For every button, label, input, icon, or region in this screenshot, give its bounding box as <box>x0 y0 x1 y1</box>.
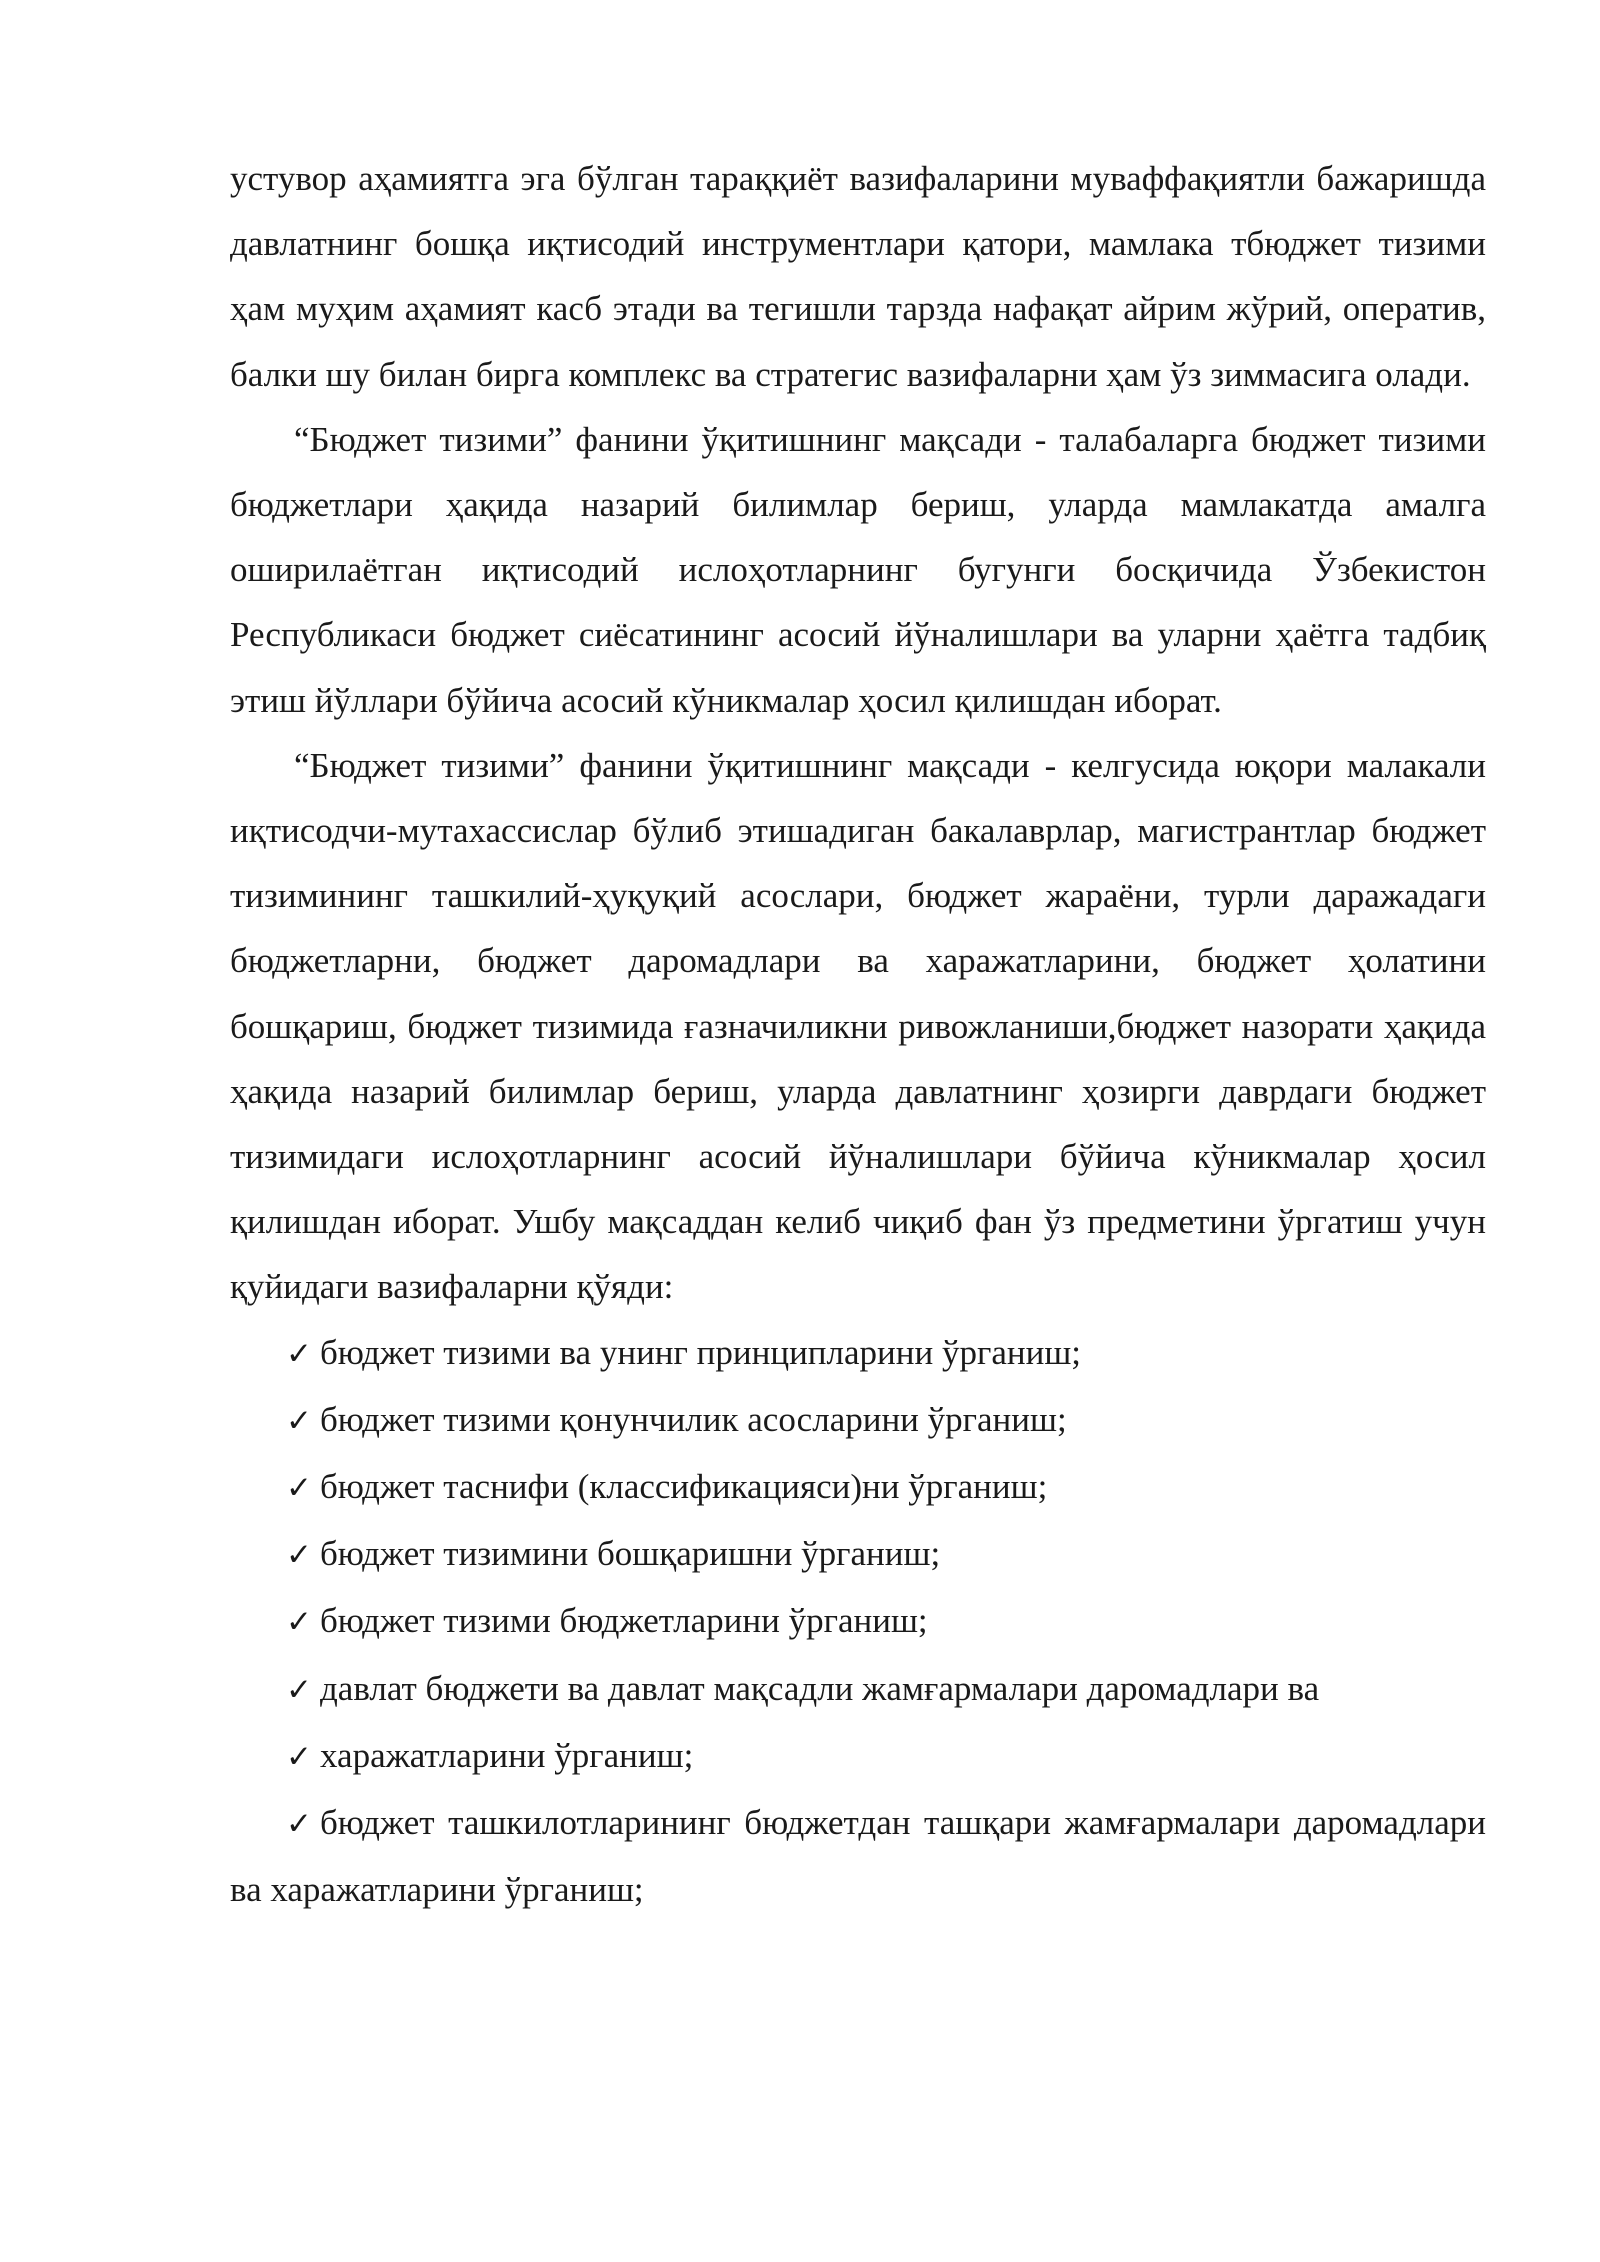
checkmark-icon: ✓ <box>286 1604 312 1641</box>
paragraph-3: “Бюджет тизими” фанини ўқитишнинг мақсади - келгусида юқори малакали иқтисодчи-мутахассислар бўлиб этишадиган бакалаврлар, магистрантлар бюджет тизимининг ташкилий-ҳуқуқий асослари, бюджет жараёни, турли даражадаги бюджетларни, бюджет даромадлари ва харажатларини, бюджет ҳолатини бошқариш, бюджет тизимида ғазначиликни ривожланиши,бюджет назорати ҳақида ҳақида назарий билимлар бериш, уларда давлатнинг ҳозирги даврдаги бюджет тизимидаги ислоҳотларнинг асосий йўналишлари бўйича кўникмалар ҳосил қилишдан иборат. Ушбу мақсаддан келиб чиқиб фан ўз предметини ўргатиш учун қуйидаги вазифаларни қўяди: <box>230 745 1486 1307</box>
list-item-text: харажатларини ўрганиш; <box>320 1735 694 1775</box>
list-item <box>230 1588 1486 1655</box>
task-list <box>230 1320 1486 1923</box>
list-item-text: бюджет таснифи (классификацияси)ни ўрганиш; <box>320 1467 1048 1507</box>
checkmark-icon: ✓ <box>286 1537 312 1574</box>
checkmark-icon: ✓ <box>286 1335 312 1372</box>
document-body <box>230 146 1486 1922</box>
paragraph-1: устувор аҳамиятга эга бўлган тараққиёт вазифаларини муваффақиятли бажаришда давлатнинг бошқа иқтисодий инструментлари қатори, мамлака тбюджет тизими ҳам муҳим аҳамият касб этади ва тегишли тарзда нафақат айрим жўрий, оператив, балки шу билан бирга комплекс ва стратегис вазифаларни ҳам ўз зиммасига олади. <box>230 159 1486 394</box>
checkmark-icon: ✓ <box>286 1671 312 1708</box>
list-item <box>230 1656 1486 1723</box>
paragraph-2: “Бюджет тизими” фанини ўқитишнинг мақсади - талабаларга бюджет тизими бюджетлари ҳақида назарий билимлар бериш, уларда мамлакатда амалга оширилаётган иқтисодий ислоҳотларнинг бугунги босқичида Ўзбекистон Республикаси бюджет сиёсатининг асосий йўналишлари ва уларни ҳаётга тадбиқ этиш йўллари бўйича асосий кўникмалар ҳосил қилишдан иборат. <box>230 419 1486 720</box>
checkmark-icon: ✓ <box>286 1806 312 1843</box>
list-item <box>230 1320 1486 1387</box>
list-item <box>230 1790 1486 1922</box>
list-item-text: бюджет тизимини бошқаришни ўрганиш; <box>320 1534 941 1574</box>
list-item-text: бюджет ташкилотларининг бюджетдан ташқари жамғармалари даромадлари ва харажатларини ўрганиш; <box>230 1803 1486 1910</box>
list-item-text: бюджет тизими бюджетларини ўрганиш; <box>320 1601 928 1641</box>
list-item-text: бюджет тизими қонунчилик асосларини ўрганиш; <box>320 1399 1067 1439</box>
checkmark-icon: ✓ <box>286 1402 312 1439</box>
list-item <box>230 1387 1486 1454</box>
list-item <box>230 1521 1486 1588</box>
list-item <box>230 1454 1486 1521</box>
list-item <box>230 1723 1486 1790</box>
list-item-text: бюджет тизими ва унинг принципларини ўрганиш; <box>320 1332 1081 1372</box>
list-item-text: давлат бюджети ва давлат мақсадли жамғармалари даромадлари ва <box>320 1668 1320 1708</box>
checkmark-icon: ✓ <box>286 1470 312 1507</box>
checkmark-icon: ✓ <box>286 1738 312 1775</box>
